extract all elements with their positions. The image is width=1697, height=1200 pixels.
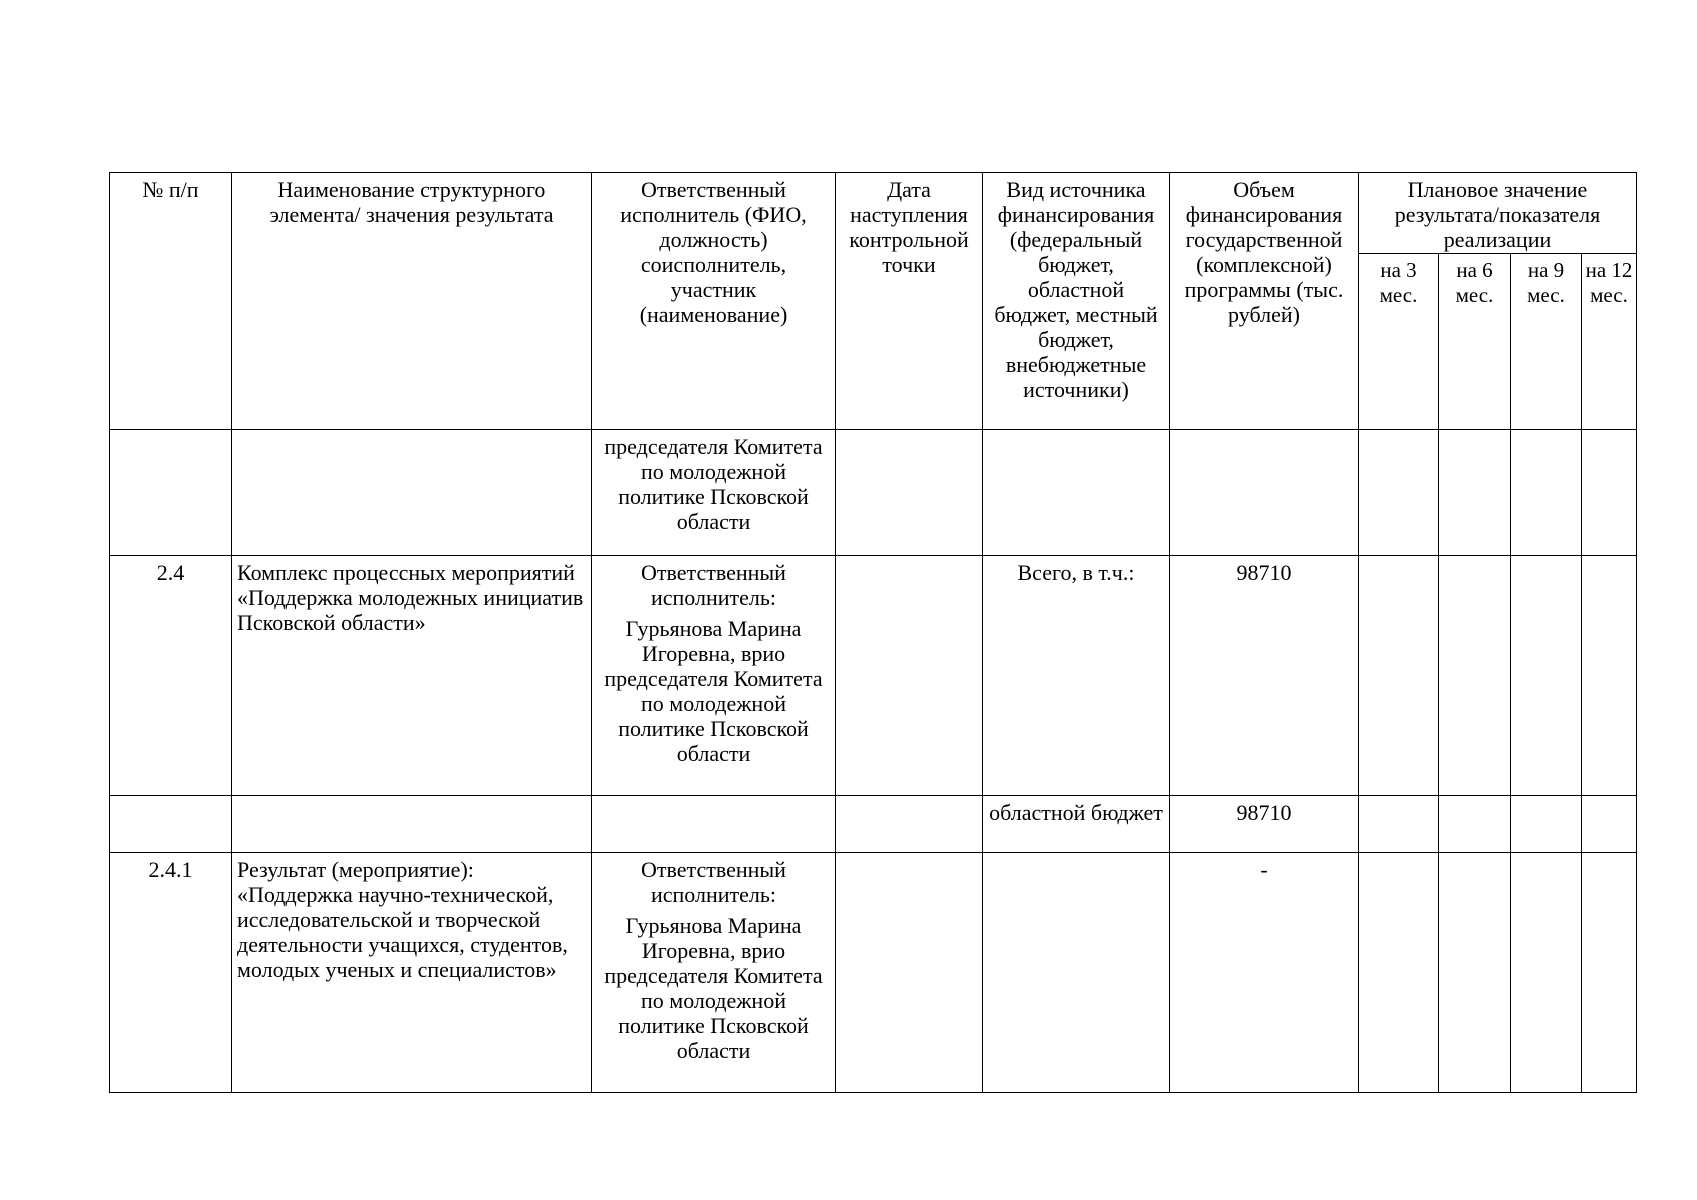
row-name: Комплекс процессных мероприятий «Поддержка молодежных инициатив Псковской области» — [232, 556, 592, 796]
row-name — [232, 430, 592, 556]
table-row — [110, 796, 1637, 853]
row-m12 — [1582, 430, 1637, 556]
row-num: 2.4 — [110, 556, 232, 796]
row-volume: 98710 — [1170, 796, 1359, 853]
row-source — [983, 430, 1170, 556]
row-source — [983, 853, 1170, 1093]
row-volume: - — [1170, 853, 1359, 1093]
header-executor: Ответственный исполнитель (ФИО, должность) соисполнитель, участник (наименование) — [592, 173, 836, 430]
header-num: № п/п — [110, 173, 232, 430]
header-volume: Объем финансирования государственной (комплексной) программы (тыс. рублей) — [1170, 173, 1359, 430]
row-volume — [1170, 430, 1359, 556]
header-source: Вид источника финансирования (федеральный бюджет, областной бюджет, местный бюджет, внебюджетные источники) — [983, 173, 1170, 430]
executor-text: Гурьянова Марина Игоревна, врио председателя Комитета по молодежной политике Псковской области — [604, 616, 823, 766]
table-row — [110, 853, 1637, 1093]
header-planned: Плановое значение результата/показателя реализации — [1359, 173, 1637, 254]
row-source: Всего, в т.ч.: — [983, 556, 1170, 796]
header-name: Наименование структурного элемента/ значения результата — [232, 173, 592, 430]
header-m9: на 9 мес. — [1511, 254, 1582, 430]
row-executor — [592, 853, 836, 1093]
program-table — [109, 172, 1637, 1093]
row-date — [836, 796, 983, 853]
row-m3 — [1359, 796, 1439, 853]
row-source: областной бюджет — [983, 796, 1170, 853]
row-date — [836, 430, 983, 556]
row-m3 — [1359, 430, 1439, 556]
executor-text: председателя Комитета по молодежной политике Псковской области — [604, 434, 823, 534]
row-m6 — [1439, 796, 1511, 853]
row-m9 — [1511, 556, 1582, 796]
row-m9 — [1511, 853, 1582, 1093]
executor-text: Гурьянова Марина Игоревна, врио председателя Комитета по молодежной политике Псковской области — [604, 913, 823, 1063]
executor-label: Ответственный исполнитель: — [641, 560, 786, 610]
row-name — [232, 796, 592, 853]
row-date — [836, 853, 983, 1093]
row-executor — [592, 796, 836, 853]
row-m12 — [1582, 556, 1637, 796]
executor-label: Ответственный исполнитель: — [641, 857, 786, 907]
document-sheet — [109, 172, 1636, 1093]
row-volume: 98710 — [1170, 556, 1359, 796]
row-executor — [592, 430, 836, 556]
row-num: 2.4.1 — [110, 853, 232, 1093]
row-m6 — [1439, 853, 1511, 1093]
header-m12: на 12 мес. — [1582, 254, 1637, 430]
header-date: Дата наступления контрольной точки — [836, 173, 983, 430]
row-m6 — [1439, 430, 1511, 556]
row-m6 — [1439, 556, 1511, 796]
row-num — [110, 430, 232, 556]
row-m12 — [1582, 853, 1637, 1093]
row-date — [836, 556, 983, 796]
header-row — [110, 173, 1637, 254]
table-row — [110, 556, 1637, 796]
row-m12 — [1582, 796, 1637, 853]
row-num — [110, 796, 232, 853]
row-m9 — [1511, 796, 1582, 853]
row-m3 — [1359, 556, 1439, 796]
header-m6: на 6 мес. — [1439, 254, 1511, 430]
row-m3 — [1359, 853, 1439, 1093]
row-m9 — [1511, 430, 1582, 556]
row-executor — [592, 556, 836, 796]
table-row — [110, 430, 1637, 556]
row-name: Результат (мероприятие): «Поддержка научно-технической, исследовательской и творческой деятельности учащихся, студентов, молодых ученых и специалистов» — [232, 853, 592, 1093]
header-m3: на 3 мес. — [1359, 254, 1439, 430]
